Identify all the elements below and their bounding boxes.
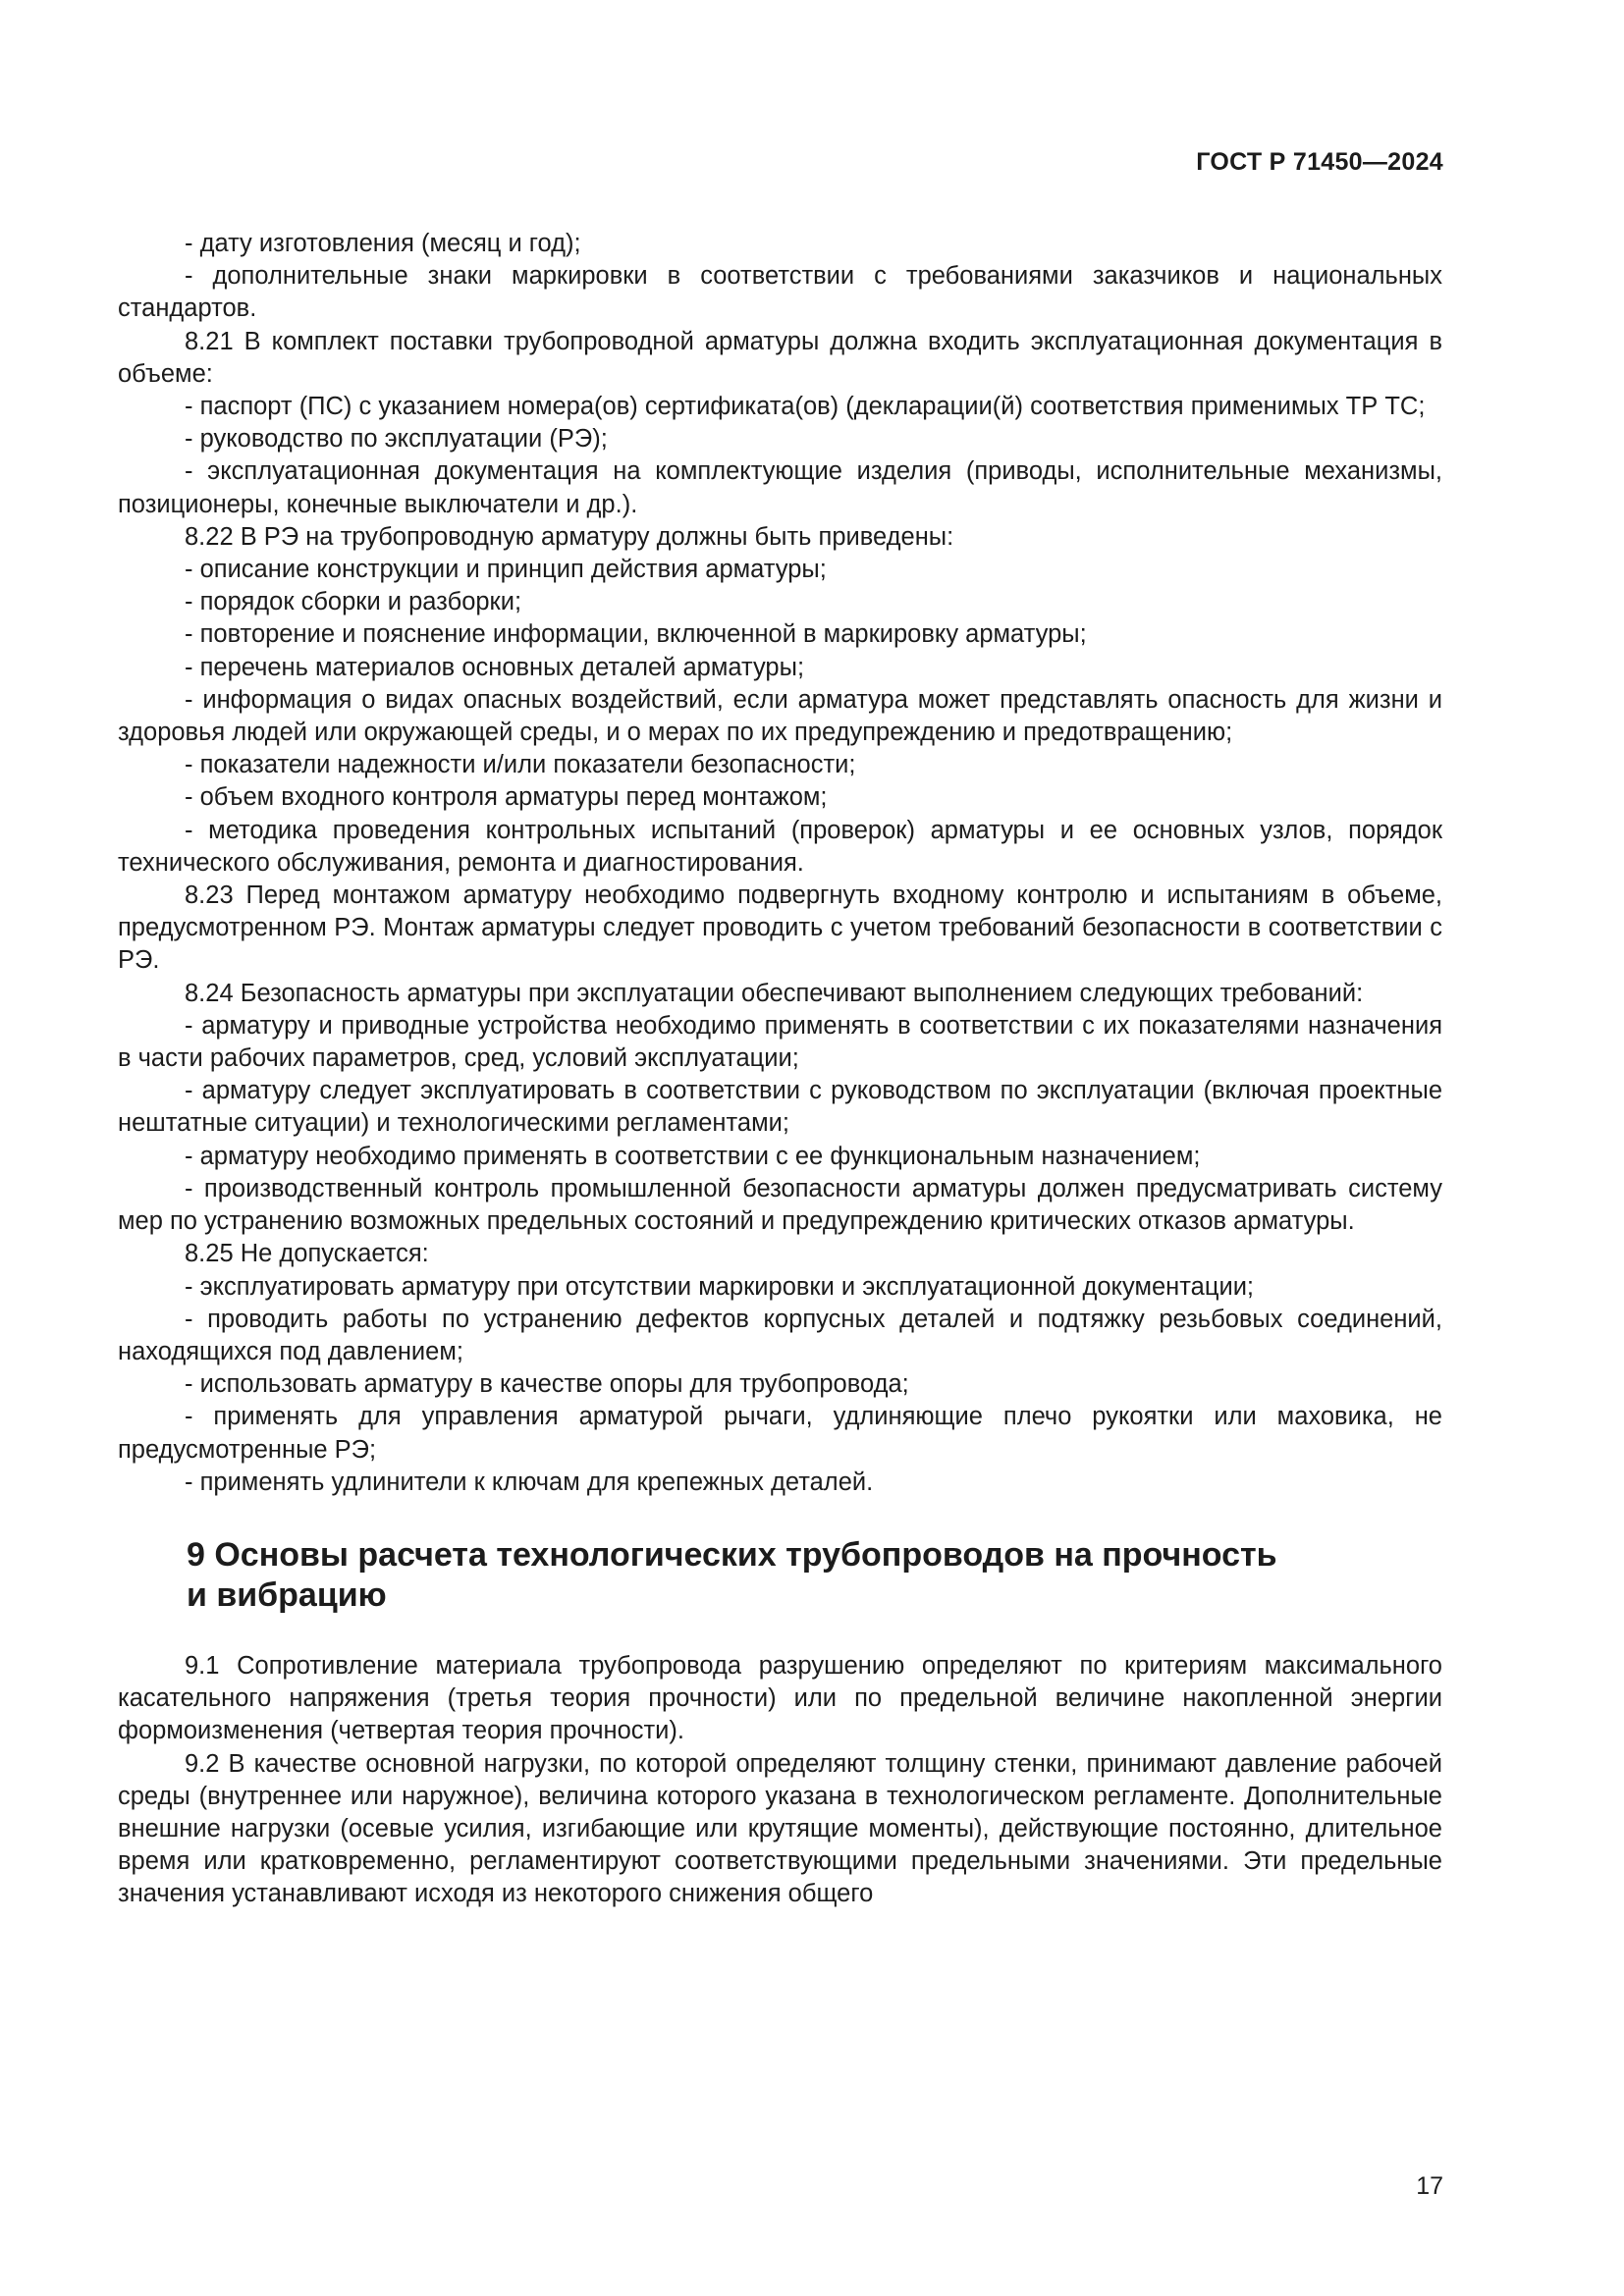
- list-item: - производственный контроль промышленной безопасности арматуры должен предусматривать систему мер по устранению возможных предельных состояний и предупреждению критических отказов арматуры.: [118, 1174, 1442, 1236]
- list-item: - эксплуатационная документация на комплектующие изделия (приводы, исполнительные механизмы, позиционеры, конечные выключатели и др.).: [118, 457, 1442, 518]
- list-item: - применять для управления арматурой рычаги, удлиняющие плечо рукоятки или маховика, не предусмотренные РЭ;: [118, 1403, 1442, 1464]
- page-body: [118, 228, 1442, 1911]
- list-item: - применять удлинители к ключам для крепежных деталей.: [185, 1468, 874, 1496]
- clause-8-25: 8.25 Не допускается:: [185, 1240, 429, 1268]
- document-code: ГОСТ Р 71450—2024: [1196, 148, 1443, 176]
- list-item: - арматуру необходимо применять в соответствии с ее функциональным назначением;: [185, 1142, 1201, 1170]
- list-item: - дополнительные знаки маркировки в соответствии с требованиями заказчиков и национальных стандартов.: [118, 262, 1442, 323]
- clause-9-1: 9.1 Сопротивление материала трубопровода разрушению определяют по критериям максимального касательного напряжения (третья теория прочности) или по предельной величине накопленной энергии формоизменения (четвертая теория прочности).: [118, 1651, 1442, 1745]
- list-item: - арматуру следует эксплуатировать в соответствии с руководством по эксплуатации (включая проектные нештатные ситуации) и технологическими регламентами;: [118, 1077, 1442, 1138]
- list-item: - руководство по эксплуатации (РЭ);: [185, 425, 608, 454]
- list-item: - использовать арматуру в качестве опоры для трубопровода;: [185, 1370, 909, 1399]
- list-item: - дату изготовления (месяц и год);: [185, 230, 581, 257]
- clause-9-2: 9.2 В качестве основной нагрузки, по которой определяют толщину стенки, принимают давление рабочей среды (внутреннее или наружное), величина которого указана в технологическом регламенте. Дополнительные внешние нагрузки (осевые усилия, изгибающие или крутящие моменты), действующие постоянно, длительное время или кратковременно, регламентируют соответствующими предельными значениями. Эти предельные значения устанавливают исходя из некоторого снижения общего: [118, 1749, 1442, 1908]
- list-item: - показатели надежности и/или показатели безопасности;: [185, 751, 856, 779]
- list-item: - эксплуатировать арматуру при отсутствии маркировки и эксплуатационной документации;: [185, 1272, 1255, 1301]
- list-item: - порядок сборки и разборки;: [185, 588, 522, 616]
- list-item: - информация о видах опасных воздействий, если арматура может представлять опасность для жизни и здоровья людей или окружающей среды, и о мерах по их предупреждению и предотвращению;: [118, 685, 1442, 747]
- list-item: - паспорт (ПС) с указанием номера(ов) сертификата(ов) (декларации(й) соответствия применимых ТР ТС;: [185, 393, 1426, 421]
- list-item: - повторение и пояснение информации, включенной в маркировку арматуры;: [185, 620, 1087, 649]
- list-item: - перечень материалов основных деталей арматуры;: [185, 653, 805, 681]
- list-item: - методика проведения контрольных испытаний (проверок) арматуры и ее основных узлов, порядок технического обслуживания, ремонта и диагностирования.: [118, 816, 1442, 877]
- list-item: - арматуру и приводные устройства необходимо применять в соответствии с их показателями назначения в части рабочих параметров, сред, условий эксплуатации;: [118, 1011, 1442, 1073]
- page-number: 17: [1416, 2172, 1443, 2200]
- clause-8-21: 8.21 В комплект поставки трубопроводной арматуры должна входить эксплуатационная документация в объеме:: [118, 327, 1442, 388]
- list-item: - описание конструкции и принцип действия арматуры;: [185, 556, 827, 584]
- section-heading-line2: и вибрацию: [187, 1575, 387, 1614]
- list-item: - проводить работы по устранению дефектов корпусных деталей и подтяжку резьбовых соединений, находящихся под давлением;: [118, 1305, 1442, 1365]
- section-heading-line1: 9 Основы расчета технологических трубопроводов на прочность: [187, 1535, 1277, 1574]
- clause-8-24: 8.24 Безопасность арматуры при эксплуатации обеспечивают выполнением следующих требований:: [185, 979, 1364, 1007]
- clause-8-23: 8.23 Перед монтажом арматуру необходимо подвергнуть входному контролю и испытаниям в объеме, предусмотренном РЭ. Монтаж арматуры следует проводить с учетом требований безопасности в соответствии с РЭ.: [118, 881, 1442, 975]
- clause-8-22: 8.22 В РЭ на трубопроводную арматуру должны быть приведены:: [185, 522, 954, 551]
- section-heading: [118, 1535, 1442, 1616]
- list-item: - объем входного контроля арматуры перед монтажом;: [185, 783, 828, 812]
